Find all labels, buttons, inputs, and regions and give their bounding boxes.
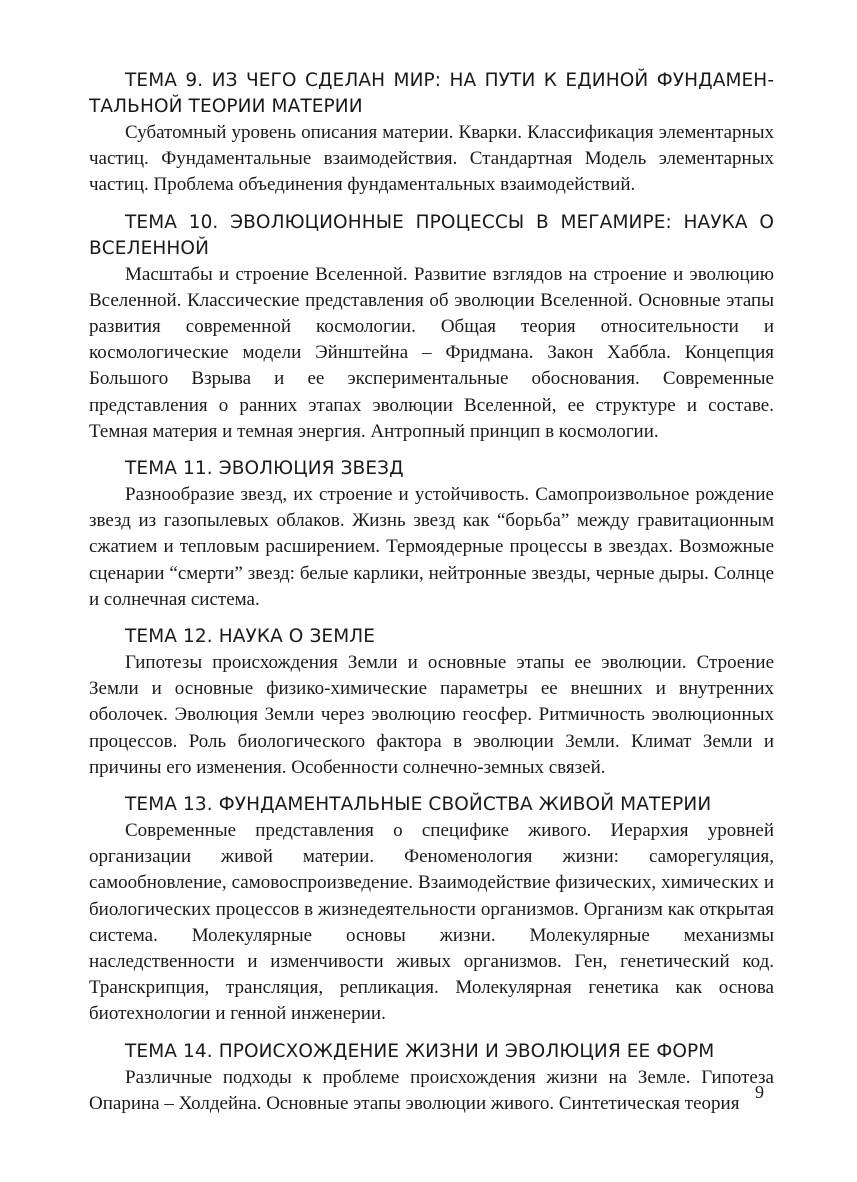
topic-10 [89,210,774,445]
topic-heading: ТЕМА 10. ЭВОЛЮЦИОННЫЕ ПРОЦЕССЫ В МЕГАМИРЕ: НАУКА О ВСЕЛЕННОЙ [89,211,774,259]
topic-body: Субатомный уровень описания материи. Кварки. Классификация элементарных частиц. Фундаментальные взаимодействия. Стандартная Модель элементарных частиц. Проблема объединения фундаментальных взаимодействий. [89,122,774,196]
topic-heading: ТЕМА 13. ФУНДАМЕНТАЛЬНЫЕ СВОЙСТВА ЖИВОЙ МАТЕРИИ [125,794,712,816]
topic-11 [89,456,774,613]
topic-heading: ТЕМА 12. НАУКА О ЗЕМЛЕ [125,626,376,648]
topic-14 [89,1039,774,1117]
topic-body: Различные подходы к проблеме происхождения жизни на Земле. Гипотеза Опарина – Холдейна. Основные этапы эволюции живого. Синтетическая теория [89,1066,774,1114]
topic-body: Гипотезы происхождения Земли и основные этапы ее эволюции. Строение Земли и основные физико-химические параметры ее внешних и внутренних оболочек. Эволюция Земли через эволюцию геосфер. Ритмичность эволюционных процессов. Роль биологического фактора в эволюции Земли. Климат Земли и причины его изменения. Особенности солнечно-земных связей. [89,652,774,778]
topic-9 [89,68,774,199]
topic-body: Современные представления о специфике живого. Иерархия уровней организации живой материи. Феноменология жизни: саморегуляция, самообновление, самовоспроизведение. Взаимодействие физических, химических и биологических процессов в жизнедеятельности организмов. Организм как открытая система. Молекулярные основы жизни. Молекулярные механизмы наследственности и изменчивости живых организмов. Ген, генетический код. Транскрипция, трансляция, репликация. Молекулярная генетика как основа биотехнологии и генной инженерии. [89,820,774,1025]
topic-heading: ТЕМА 11. ЭВОЛЮЦИЯ ЗВЕЗД [125,458,404,480]
topic-heading: ТЕМА 9. ИЗ ЧЕГО СДЕЛАН МИР: НА ПУТИ К ЕДИНОЙ ФУНДАМЕНТАЛЬНОЙ ТЕОРИИ МАТЕРИИ [89,70,774,117]
topic-body: Масштабы и строение Вселенной. Развитие взглядов на строение и эволюцию Вселенной. Классические представления об эволюции Вселенной. Основные этапы развития современной космологии. Общая теория относительности и космологические модели Эйнштейна – Фридмана. Закон Хаббла. Концепция Большого Взрыва и ее экспериментальные обоснования. Современные представления о ранних этапах эволюции Вселенной, ее структуре и составе. Темная материя и темная энергия. Антропный принцип в космологии. [89,263,774,442]
topic-13 [89,792,774,1028]
topic-body: Разнообразие звезд, их строение и устойчивость. Самопроизвольное рождение звезд из газопылевых облаков. Жизнь звезд как “борьба” между гравитационным сжатием и тепловым расширением. Термоядерные процессы в звездах. Возможные сценарии “смерти” звезд: белые карлики, нейтронные звезды, черные дыры. Солнце и солнечная система. [89,484,774,610]
topic-12 [89,624,774,781]
page-number: 9 [755,1082,764,1102]
topic-heading: ТЕМА 14. ПРОИСХОЖДЕНИЕ ЖИЗНИ И ЭВОЛЮЦИЯ ЕЕ ФОРМ [125,1040,715,1062]
page-content [89,68,774,1128]
